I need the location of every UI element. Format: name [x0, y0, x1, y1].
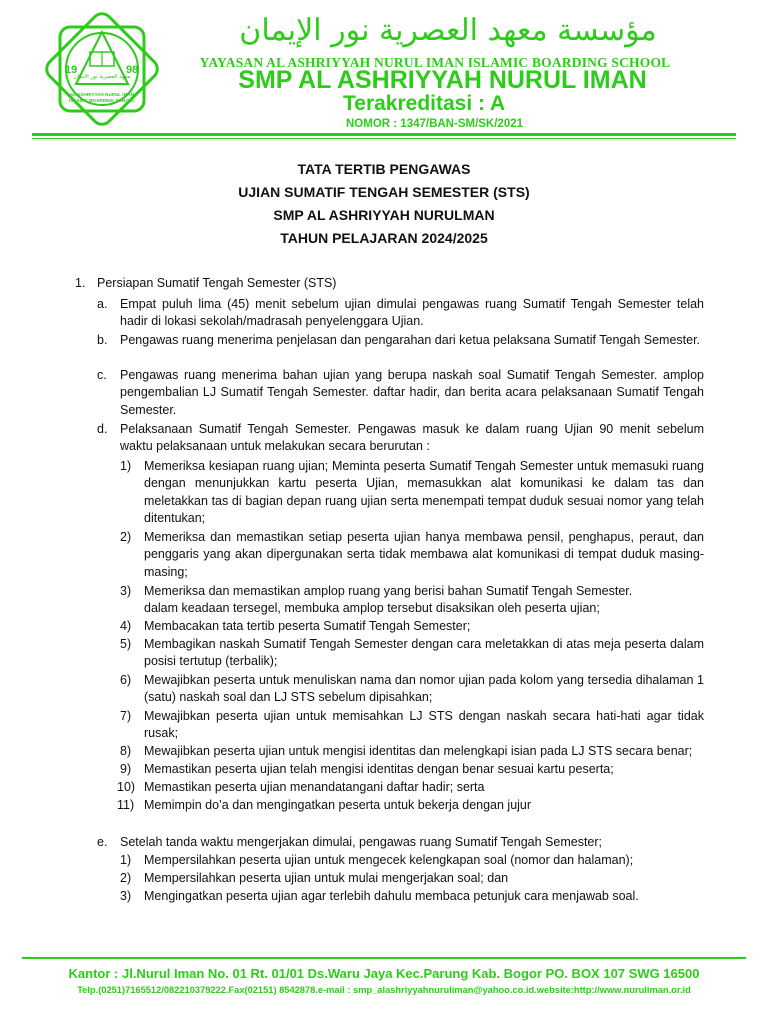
logo-arabic: معهد العصرية نور الايمان — [73, 74, 131, 80]
accreditation: Terakreditasi : A — [343, 92, 506, 115]
letterhead — [0, 0, 768, 150]
item-text: Membagikan naskah Sumatif Tengah Semester dengan cara meletakkan di atas meja peserta dalam posisi tertutup (terbalik); — [144, 637, 704, 669]
item-number: 1) — [120, 459, 132, 473]
item-number: d. — [97, 422, 108, 436]
item-number: 2) — [120, 871, 132, 885]
item-number: 8) — [120, 744, 132, 758]
item-number: 10) — [117, 780, 136, 794]
document-title — [0, 158, 768, 250]
item-text: Mengingatkan peserta ujian agar terlebih dahulu membaca petunjuk cara menjawab soal. — [144, 889, 639, 903]
school-logo — [40, 10, 164, 128]
item-number: b. — [97, 333, 108, 347]
header-rule-thin — [32, 138, 736, 139]
logo-year-left: 19 — [65, 64, 78, 76]
foundation-name: YAYASAN AL ASHRIYYAH NURUL IMAN ISLAMIC BOARDING SCHOOL — [199, 55, 671, 70]
item-number: 11) — [117, 798, 135, 812]
item-text: Memeriksa dan memastikan setiap peserta ujian hanya membawa pensil, penghapus, peraut, dan penggaris yang akan dipergunakan serta tidak membawa alat komunikasi di tempat duduk masing-masing; — [144, 530, 704, 579]
title-line: TAHUN PELAJARAN 2024/2025 — [280, 230, 488, 246]
item-text: Memeriksa dan memastikan amplop ruang yang berisi bahan Sumatif Tengah Semester. — [144, 584, 633, 598]
title-line: TATA TERTIB PENGAWAS — [297, 161, 471, 177]
item-text: Mewajibkan peserta ujian untuk memisahkan LJ STS dengan naskah secara hati-hati agar tidak rusak; — [144, 709, 704, 741]
item-text: Mempersilahkan peserta ujian untuk mengecek kelengkapan soal (nomor dan halaman); — [144, 853, 634, 867]
title-line: UJIAN SUMATIF TENGAH SEMESTER (STS) — [238, 184, 530, 200]
item-text: Memeriksa kesiapan ruang ujian; Meminta peserta Sumatif Tengah Semester untuk memasuki ruang dengan menunjukkan kartu peserta Ujian, memasukkan alat komunikasi ke dalam tas dan meletakkan tas di bagian depan ruang ujian serta menempati tempat duduk sesuai nomor yang telah ditentukan; — [144, 459, 704, 526]
item-text: Pengawas ruang menerima bahan ujian yang berupa naskah soal Sumatif Tengah Semester. amplop pengembalian LJ Sumatif Tengah Semester. daftar hadir, dan berita acara pelaksanaan Sumatif Tengah Semester. — [120, 368, 704, 417]
item-text: Setelah tanda waktu mengerjakan dimulai, pengawas ruang Sumatif Tengah Semester; — [120, 835, 603, 849]
item-text: Mewajibkan peserta untuk menuliskan nama dan nomor ujian pada kolom yang tersedia dihalaman 1 (satu) naskah soal dan LJ STS sebelum dipisahkan; — [144, 673, 704, 705]
item-number: 9) — [120, 762, 132, 776]
school-name: SMP AL ASHRIYYAH NURUL IMAN — [238, 66, 647, 94]
logo-caption-1: AL ASHRIYYAH NURUL IMAN — [69, 92, 135, 97]
item-number: c. — [97, 368, 107, 382]
item-text: Persiapan Sumatif Tengah Semester (STS) — [97, 276, 337, 290]
logo-year-right: 98 — [126, 64, 139, 76]
arabic-foundation-name: مؤسسة معهد العصرية نور الإيمان — [239, 13, 657, 48]
item-text: dalam keadaan tersegel, membuka amplop tersebut disaksikan oleh peserta ujian; — [144, 601, 600, 615]
item-text: Pengawas ruang menerima penjelasan dan pengarahan dari ketua pelaksana Sumatif Tengah Semester. — [120, 333, 701, 347]
item-number: 3) — [120, 584, 132, 598]
footer-contact: Telp.(0251)7165512/082210379222.Fax(02151) 8542878.e-mail : smp_alashriyyahnuruliman@yahoo.co.id.website:http://www.nuruliman.or.id — [77, 985, 691, 995]
item-text: Empat puluh lima (45) menit sebelum ujian dimulai pengawas ruang Sumatif Tengah Semester telah hadir di lokasi sekolah/madrasah penyelenggara Ujian. — [120, 297, 704, 329]
footer-address: Kantor : Jl.Nurul Iman No. 01 Rt. 01/01 Ds.Waru Jaya Kec.Parung Kab. Bogor PO. BOX 107 SWG 16500 — [68, 966, 700, 981]
item-text: Membacakan tata tertib peserta Sumatif Tengah Semester; — [144, 619, 471, 633]
item-number: 1) — [120, 853, 132, 867]
item-text: Mempersilahkan peserta ujian untuk mulai mengerjakan soal; dan — [144, 871, 509, 885]
item-text: Pelaksanaan Sumatif Tengah Semester. Pengawas masuk ke dalam ruang Ujian 90 menit sebelum waktu pelaksanaan untuk melakukan secara berurutan : — [120, 422, 704, 454]
item-number: 3) — [120, 889, 132, 903]
item-text: Memimpin do’a dan mengingatkan peserta untuk bekerja dengan jujur — [144, 798, 532, 812]
item-number: 6) — [120, 673, 132, 687]
title-line: SMP AL ASHRIYYAH NURULMAN — [273, 207, 495, 223]
item-number: e. — [97, 835, 108, 849]
header-rule-thick — [32, 133, 736, 136]
item-number: a. — [97, 297, 108, 311]
item-text: Memastikan peserta ujian telah mengisi identitas dengan benar sesuai kartu peserta; — [144, 762, 614, 776]
item-text: Memastikan peserta ujian menandatangani daftar hadir; serta — [144, 780, 485, 794]
item-number: 4) — [120, 619, 132, 633]
item-number: 2) — [120, 530, 132, 544]
item-text: Mewajibkan peserta ujian untuk mengisi identitas dan melengkapi isian pada LJ STS secara benar; — [144, 744, 693, 758]
item-number: 1. — [75, 276, 86, 290]
accreditation-number: NOMOR : 1347/BAN-SM/SK/2021 — [346, 118, 524, 130]
logo-caption-2: ISLAMIC BOARDING SCHOOL — [68, 98, 136, 103]
footer-rule — [22, 957, 746, 959]
item-number: 7) — [120, 709, 132, 723]
item-number: 5) — [120, 637, 132, 651]
